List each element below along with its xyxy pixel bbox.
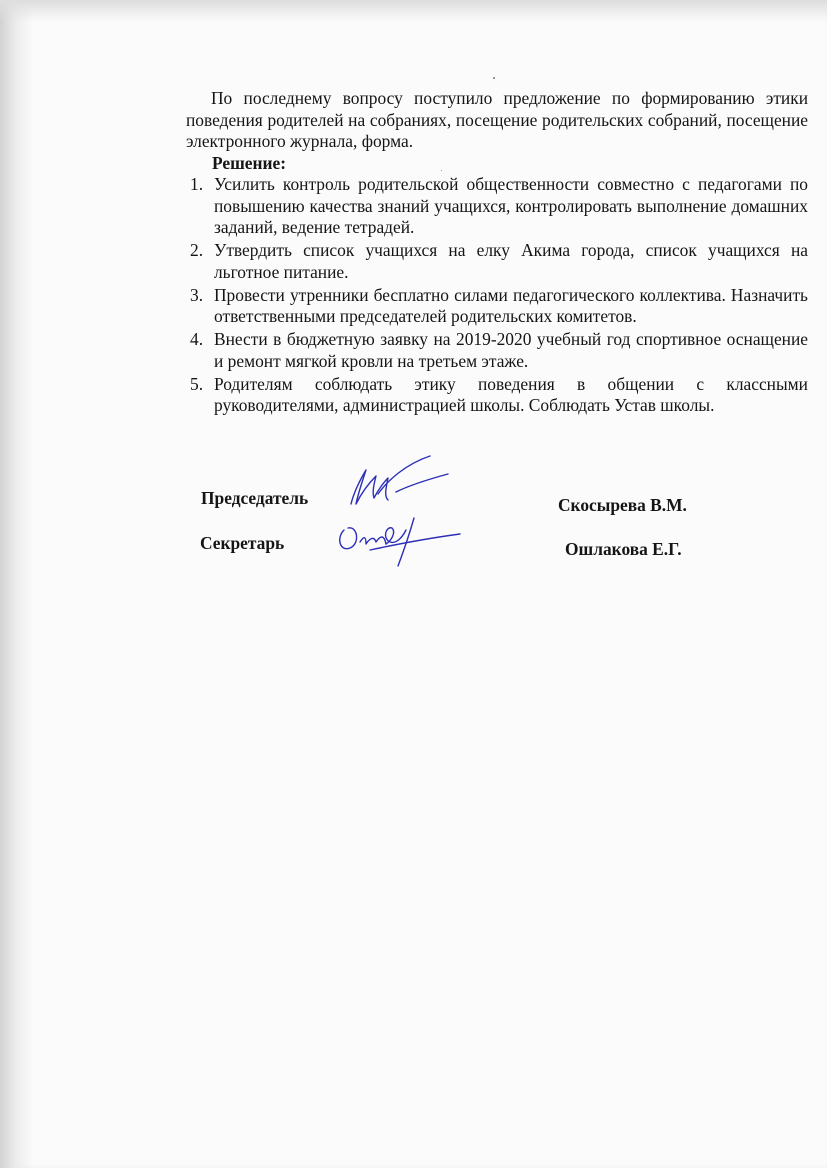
decision-number: 1. xyxy=(190,174,204,194)
chair-signature-stroke xyxy=(351,470,388,504)
document-body xyxy=(186,88,808,418)
decision-text: Утвердить список учащихся на елку Акима города, список учащихся на льготное питание. xyxy=(214,240,808,282)
chair-name: Скосырева В.М. xyxy=(558,495,687,515)
decision-item xyxy=(186,240,808,283)
decision-list xyxy=(186,174,808,417)
scan-edge-shadow xyxy=(0,0,34,1168)
decision-text: Усилить контроль родительской общественности совместно с педагогами по повышению качества знаний учащихся, контролировать выполнение домашних заданий, ведение тетрадей. xyxy=(214,174,808,237)
intro-paragraph: По последнему вопросу поступило предложение по формированию этики поведения родителей на собраниях, посещение родительских собраний, посещение электронного журнала, форма. xyxy=(186,88,808,151)
decision-number: 5. xyxy=(190,373,204,394)
secretary-signature-stroke xyxy=(340,528,357,549)
decision-text: Провести утренники бесплатно силами педагогического коллектива. Назначить ответственными председателей родительских комитетов. xyxy=(214,284,808,326)
chair-label: Председатель xyxy=(201,488,309,508)
secretary-label: Секретарь xyxy=(200,533,285,553)
handwritten-signatures xyxy=(326,452,466,572)
secretary-signature-stroke xyxy=(360,537,386,544)
chair-signature-stroke xyxy=(378,456,430,494)
scan-top-shadow xyxy=(0,0,827,22)
chair-signature-stroke xyxy=(396,474,448,492)
decision-text: Родителям соблюдать этику поведения в общении с классными руководителями, администрацией школы. Соблюдать Устав школы. xyxy=(214,373,808,415)
decision-item xyxy=(186,374,808,417)
secretary-name: Ошлакова Е.Г. xyxy=(565,539,682,559)
decision-number: 4. xyxy=(190,329,204,349)
decision-text: Внести в бюджетную заявку на 2019-2020 учебный год спортивное оснащение и ремонт мягкой кровли на третьем этаже. xyxy=(214,329,808,371)
decision-item xyxy=(186,285,808,328)
secretary-signature-stroke xyxy=(370,534,460,550)
decision-number: 2. xyxy=(190,240,204,260)
decision-item xyxy=(186,174,808,239)
decision-heading: Решение: xyxy=(212,152,287,173)
secretary-signature-stroke xyxy=(386,528,406,544)
secretary-signature-stroke xyxy=(398,518,414,566)
scan-speck xyxy=(493,77,495,79)
decision-item xyxy=(186,329,808,372)
decision-number: 3. xyxy=(190,284,204,305)
